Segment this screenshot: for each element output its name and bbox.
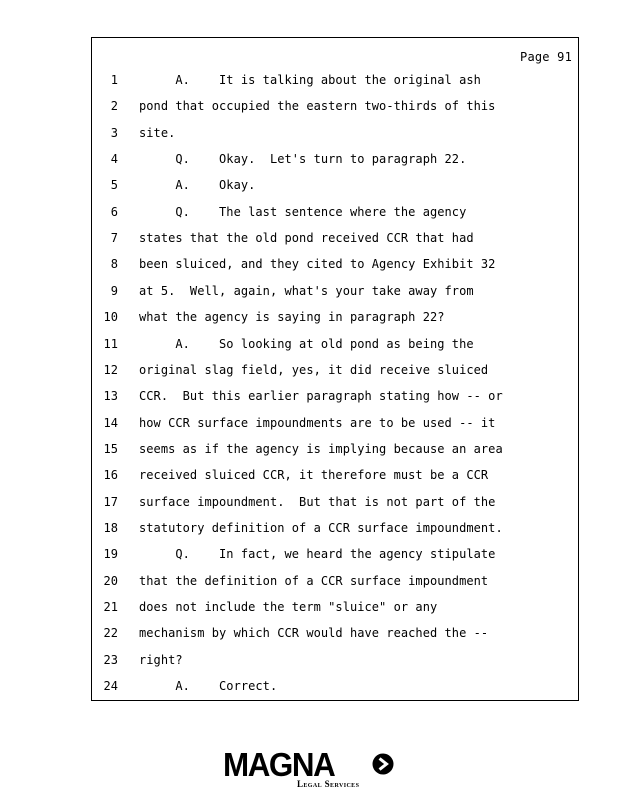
line-text: pond that occupied the eastern two-thirds of this <box>139 99 496 114</box>
logo-subtitle: Legal Services <box>297 779 360 789</box>
transcript-line <box>0 203 618 221</box>
transcript-line <box>0 97 618 115</box>
line-number: 10 <box>103 310 118 325</box>
page-number: Page 91 <box>520 50 572 64</box>
line-number: 21 <box>103 600 118 614</box>
line-number: 16 <box>103 468 118 483</box>
line-text: Q. Okay. Let's turn to paragraph 22. <box>139 152 467 167</box>
transcript-line <box>0 651 618 669</box>
transcript-line <box>0 493 618 511</box>
transcript-line <box>0 176 618 194</box>
transcript-line <box>0 282 618 300</box>
line-number: 20 <box>103 573 118 588</box>
transcript-line <box>0 572 618 590</box>
line-text: A. So looking at old pond as being the <box>139 336 474 351</box>
transcript-line <box>0 387 618 405</box>
line-number: 19 <box>103 547 118 562</box>
transcript-line <box>0 255 618 273</box>
transcript-line <box>0 361 618 379</box>
line-text: Q. In fact, we heard the agency stipulate <box>139 547 496 562</box>
line-text: at 5. Well, again, what's your take away from <box>139 283 474 298</box>
chevron-right-icon <box>372 753 394 775</box>
line-text: mechanism by which CCR would have reached the -- <box>139 626 489 641</box>
transcript-line <box>0 545 618 563</box>
line-text: statutory definition of a CCR surface impoundment. <box>139 520 503 535</box>
line-number: 15 <box>103 441 118 456</box>
line-text: what the agency is saying in paragraph 22? <box>139 310 445 325</box>
line-text: CCR. But this earlier paragraph stating how -- or <box>139 389 503 404</box>
line-number: 13 <box>103 389 118 404</box>
transcript-line <box>0 71 618 89</box>
line-number: 6 <box>110 204 118 219</box>
line-text: surface impoundment. But that is not part of the <box>139 494 496 509</box>
line-number: 5 <box>110 178 118 193</box>
line-text: how CCR surface impoundments are to be used -- it <box>139 415 496 430</box>
line-number: 18 <box>103 520 118 535</box>
transcript-line <box>0 598 618 616</box>
line-text: Q. The last sentence where the agency <box>139 204 467 219</box>
line-number: 22 <box>103 626 118 641</box>
line-text: that the definition of a CCR surface impoundment <box>139 573 489 588</box>
transcript-line <box>0 124 618 142</box>
transcript-line <box>0 466 618 484</box>
line-text: site. <box>139 125 176 140</box>
line-number: 24 <box>103 679 118 694</box>
line-number: 1 <box>110 73 118 87</box>
line-text: A. Okay. <box>139 178 256 193</box>
transcript-line <box>0 150 618 168</box>
transcript-line <box>0 308 618 326</box>
line-number: 2 <box>110 99 118 114</box>
line-number: 14 <box>103 415 118 430</box>
line-text: A. Correct. <box>139 679 278 694</box>
line-number: 8 <box>110 257 118 272</box>
magna-logo <box>223 745 399 793</box>
line-number: 7 <box>110 231 118 246</box>
line-number: 23 <box>103 652 118 667</box>
transcript-line <box>0 229 618 247</box>
transcript-line <box>0 335 618 353</box>
line-text: received sluiced CCR, it therefore must be a CCR <box>139 468 489 483</box>
line-text: original slag field, yes, it did receive sluiced <box>139 362 489 377</box>
transcript-line <box>0 440 618 458</box>
line-text: been sluiced, and they cited to Agency Exhibit 32 <box>139 257 496 272</box>
line-text: seems as if the agency is implying because an area <box>139 441 503 456</box>
transcript-line <box>0 414 618 432</box>
line-text: states that the old pond received CCR that had <box>139 231 474 246</box>
line-number: 12 <box>103 362 118 377</box>
line-number: 9 <box>110 283 118 298</box>
logo-wordmark: MAGNA <box>223 746 335 783</box>
line-text: right? <box>139 652 183 667</box>
line-text: does not include the term "sluice" or any <box>139 600 438 614</box>
line-number: 3 <box>110 125 118 140</box>
line-number: 4 <box>110 152 118 167</box>
line-text: A. It is talking about the original ash <box>139 73 481 87</box>
transcript-line <box>0 519 618 537</box>
transcript-line <box>0 624 618 642</box>
transcript-line <box>0 677 618 695</box>
line-number: 11 <box>103 336 118 351</box>
line-number: 17 <box>103 494 118 509</box>
